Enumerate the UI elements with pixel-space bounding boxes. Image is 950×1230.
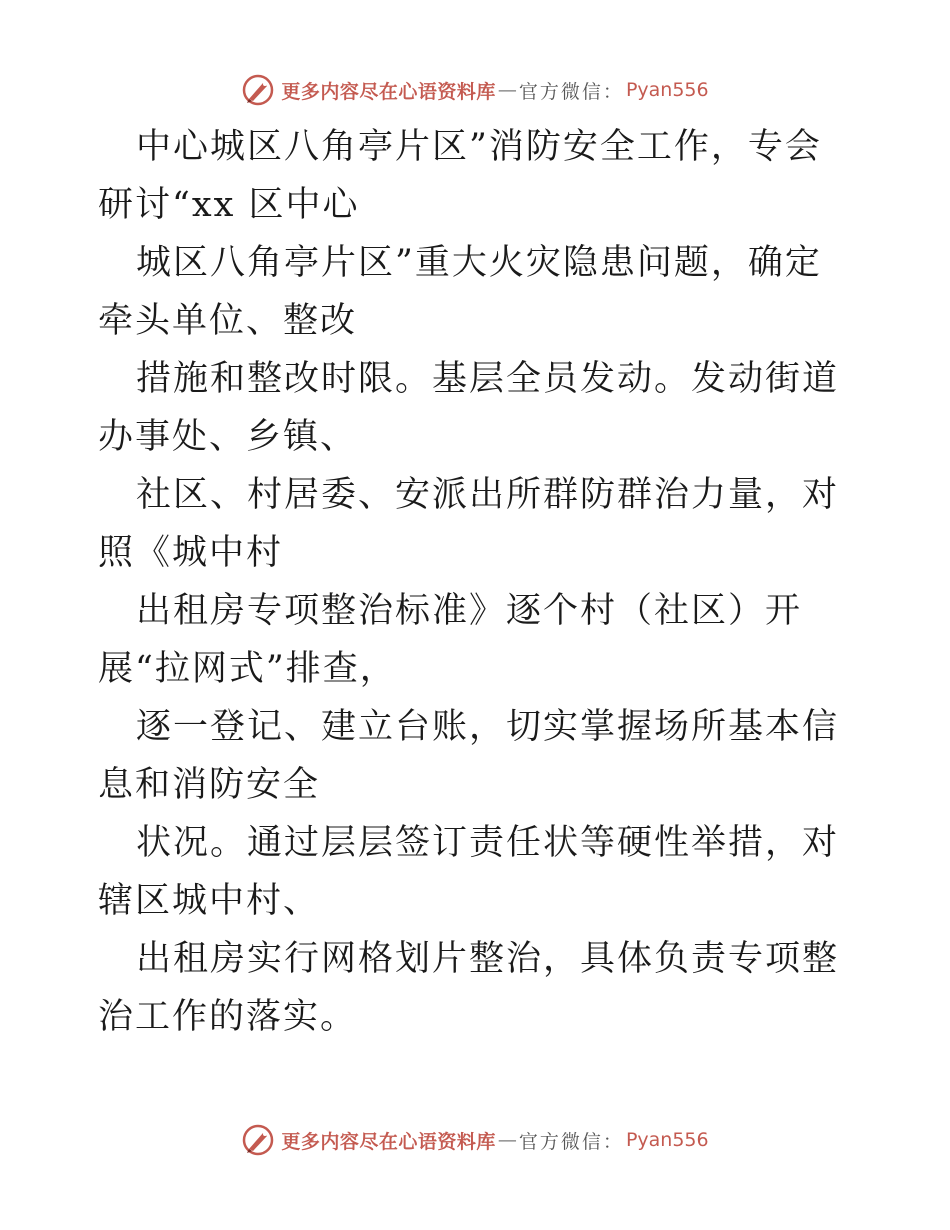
banner-brand-text: 更多内容尽在心语资料库 <box>281 80 496 103</box>
banner-separator: — <box>497 1129 517 1151</box>
document-body <box>98 118 858 1046</box>
header-banner <box>0 68 950 112</box>
banner-wechat-id: Pyan556 <box>625 1129 709 1151</box>
paragraph: 出租房专项整治标准》逐个村（社区）开展“拉网式”排查， <box>98 591 803 689</box>
paragraph: 社区、村居委、安派出所群防群治力量，对照《城中村 <box>98 475 840 573</box>
paragraph: 城区八角亭片区”重大火灾隐患问题，确定牵头单位、整改 <box>98 243 822 341</box>
paragraph: 状况。通过层层签订责任状等硬性举措，对辖区城中村、 <box>98 823 840 921</box>
pen-logo-icon <box>241 73 275 107</box>
paragraph: 措施和整改时限。基层全员发动。发动街道办事处、乡镇、 <box>98 359 840 457</box>
footer-banner <box>0 1118 950 1162</box>
banner-wechat-label: 官方微信： <box>518 80 624 103</box>
pen-logo-icon <box>241 1123 275 1157</box>
banner-wechat-label: 官方微信： <box>518 1130 624 1153</box>
paragraph: 出租房实行网格划片整治，具体负责专项整治工作的落实。 <box>98 939 840 1037</box>
banner-brand-text: 更多内容尽在心语资料库 <box>281 1130 496 1153</box>
paragraph: 逐一登记、建立台账，切实掌握场所基本信息和消防安全 <box>98 707 840 805</box>
banner-separator: — <box>497 79 517 101</box>
paragraph: 中心城区八角亭片区”消防安全工作，专会研讨“xx 区中心 <box>98 127 822 225</box>
banner-wechat-id: Pyan556 <box>625 79 709 101</box>
